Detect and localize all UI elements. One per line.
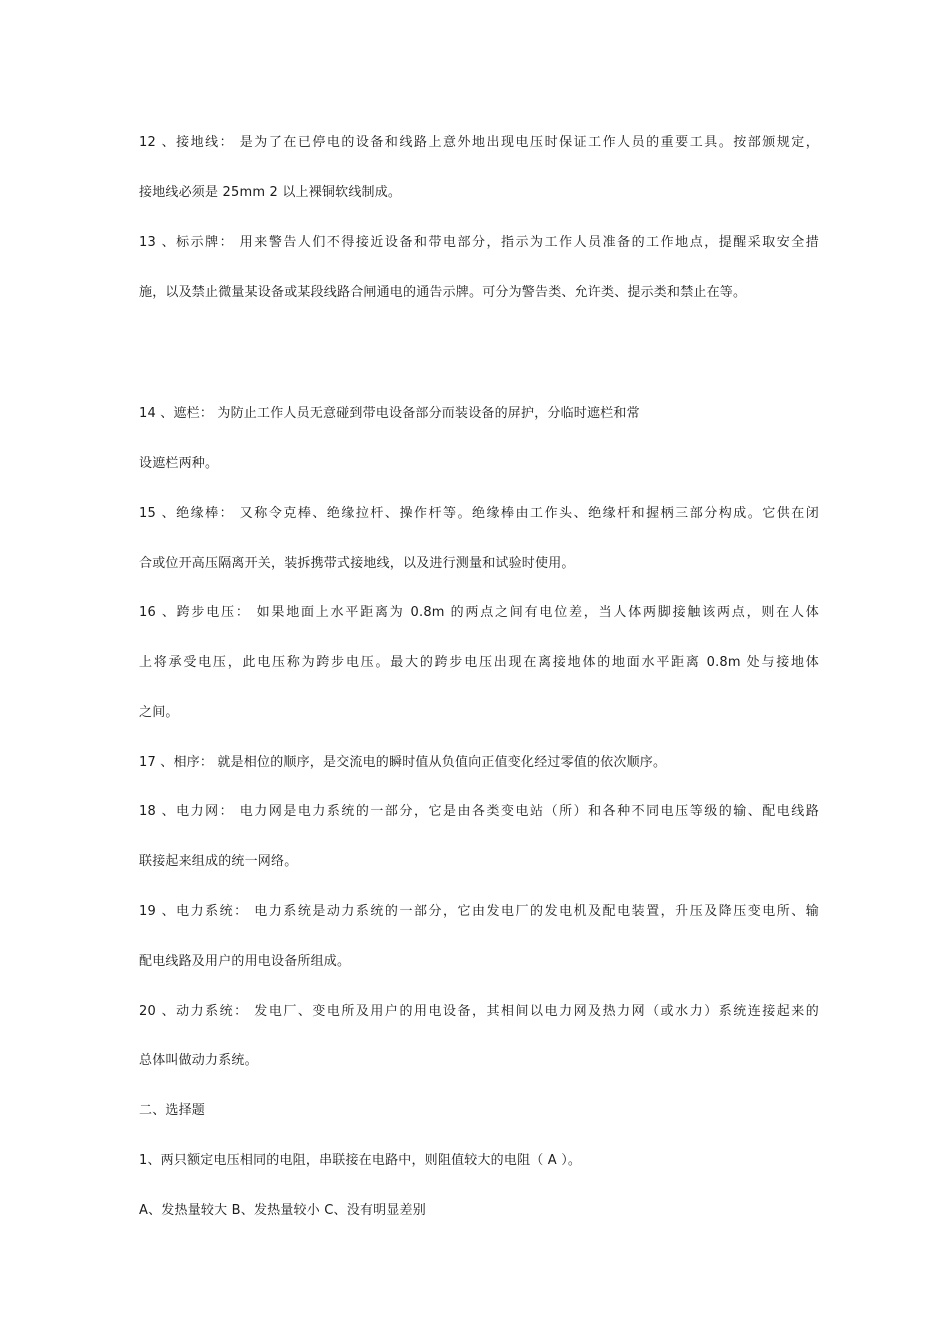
text-line: 15 、绝缘棒： 又称令克棒、绝缘拉杆、操作杆等。绝缘棒由工作头、绝缘杆和握柄三部分构成。它供在闭: [139, 506, 819, 521]
text-line: 配电线路及用户的用电设备所组成。: [139, 954, 351, 969]
text-line: 17 、相序： 就是相位的顺序，是交流电的瞬时值从负值向正值变化经过零值的依次顺序。: [139, 755, 667, 770]
text-line: 接地线必须是 25mm 2 以上裸铜软线制成。: [139, 185, 402, 200]
text-line: 设遮栏两种。: [139, 456, 219, 471]
text-line: 13 、标示牌： 用来警告人们不得接近设备和带电部分，指示为工作人员准备的工作地点，提醒采取安全措: [139, 235, 819, 250]
text-line: 总体叫做动力系统。: [139, 1053, 258, 1068]
text-line: 合或位开高压隔离开关，装拆携带式接地线，以及进行测量和试验时使用。: [139, 556, 575, 571]
text-line: 施，以及禁止微量某设备或某段线路合闸通电的通告示牌。可分为警告类、允许类、提示类和禁止在等。: [139, 285, 747, 300]
text-line: 19 、电力系统： 电力系统是动力系统的一部分，它由发电厂的发电机及配电装置，升压及降压变电所、输: [139, 904, 819, 919]
text-line: 之间。: [139, 705, 179, 720]
text-line: 上将承受电压，此电压称为跨步电压。最大的跨步电压出现在离接地体的地面水平距离 0.8m 处与接地体: [139, 655, 819, 670]
answer-options: A、发热量较大 B、发热量较小 C、没有明显差别: [139, 1203, 426, 1218]
text-line: 14 、遮栏： 为防止工作人员无意碰到带电设备部分而装设备的屏护，分临时遮栏和常: [139, 406, 640, 421]
question-text: 1、两只额定电压相同的电阻，串联接在电路中，则阻值较大的电阻（ A ）。: [139, 1153, 582, 1168]
text-line: 20 、动力系统： 发电厂、变电所及用户的用电设备，其相间以电力网及热力网（或水力）系统连接起来的: [139, 1004, 819, 1019]
text-line: 18 、电力网： 电力网是电力系统的一部分，它是由各类变电站（所）和各种不同电压等级的输、配电线路: [139, 804, 819, 819]
text-line: 12 、接地线： 是为了在已停电的设备和线路上意外地出现电压时保证工作人员的重要工具。按部颁规定，: [139, 135, 819, 150]
section-heading: 二、选择题: [139, 1103, 206, 1118]
text-line: 16 、跨步电压： 如果地面上水平距离为 0.8m 的两点之间有电位差，当人体两脚接触该两点，则在人体: [139, 605, 819, 620]
text-line: 联接起来组成的统一网络。: [139, 854, 298, 869]
